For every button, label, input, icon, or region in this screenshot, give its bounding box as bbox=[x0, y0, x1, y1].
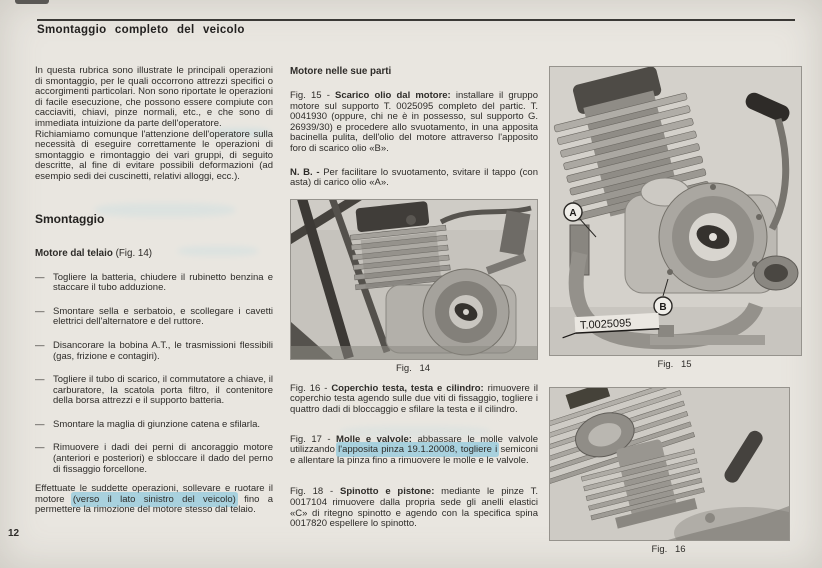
dash-marker: — bbox=[35, 418, 45, 430]
fig15-text: installare il gruppo motore sul supporto T. 0025095 completo del partic. T. 0041930 (oppure, chi ne è in possesso, sul supporto G. 26939/30) e procedere allo svuotamento, in una apposita bacinella pulita, dell'olio del motore attraverso l'apposito foro di scarico olio «B». bbox=[290, 90, 538, 154]
list-item bbox=[35, 420, 273, 431]
nb-text: Per facilitare lo svuotamento, svitare il tappo (con asta) di carico olio «A». bbox=[290, 166, 538, 189]
list-item bbox=[35, 375, 273, 407]
dash-marker: — bbox=[35, 442, 45, 454]
fig15-caption: Fig. 15 bbox=[657, 359, 692, 370]
dash-marker: — bbox=[35, 374, 45, 386]
list-item-text: Smontare la maglia di giunzione catena e sfilarla. bbox=[53, 418, 261, 430]
fig-ref: Fig. 17 - bbox=[290, 433, 337, 445]
fig-ref: Fig. 16 - bbox=[290, 382, 332, 394]
page-number: 12 bbox=[8, 528, 20, 539]
disassembly-steps-list bbox=[35, 273, 273, 476]
list-item bbox=[35, 307, 273, 328]
subsection-heading-bold: Motore dal telaio bbox=[35, 247, 113, 259]
header-rule bbox=[37, 19, 795, 21]
fig14-photo-engine-in-frame bbox=[290, 199, 538, 360]
list-item-text: Smontare sella e serbatoio, e scollegare i cavetti elettrici dell'alternatore e del ruttore. bbox=[53, 305, 273, 328]
fig15-topic: Scarico olio dal motore: bbox=[335, 90, 451, 101]
scan-corner-mark bbox=[15, 0, 49, 4]
closing-paragraph bbox=[35, 484, 273, 516]
fig18-paragraph bbox=[290, 487, 538, 529]
right-column bbox=[549, 66, 801, 555]
middle-heading: Motore nelle sue parti bbox=[290, 66, 392, 77]
fig17-topic: Molle e valvole: bbox=[336, 433, 412, 445]
label-b: B bbox=[659, 302, 667, 313]
dash-marker: — bbox=[35, 271, 45, 283]
closing-text: fino a permettere la rimozione del motore stesso dal telaio. bbox=[35, 493, 273, 516]
list-item-text: Rimuovere i dadi dei perni di ancoraggio motore (anteriori e posteriori) e sbloccare il dado del perno di fissaggio forcellone. bbox=[53, 442, 273, 475]
fig16-caption: Fig. 16 bbox=[651, 544, 686, 555]
list-item-text: Disancorare la bobina A.T., le trasmissioni flessibili (gas, frizione e contagiri). bbox=[53, 339, 273, 362]
left-column bbox=[35, 66, 273, 516]
highlighted-text: (verso il lato sinistro del veicolo) bbox=[72, 493, 236, 505]
fig15-photo-engine-on-support bbox=[549, 66, 802, 356]
list-item-text: Togliere il tubo di scarico, il commutatore a chiave, il carburatore, la scatola porta filtro, il contenitore della borsa attrezzi e il supporto batteria. bbox=[53, 374, 273, 407]
intro-paragraph-2: Richiamiamo comunque l'attenzione dell'operatore sulla necessità di eseguire correttamente le operazioni di smontaggio e rimontaggio dei vari gruppi, di seguito descritte, al fine di evitare possibili deformazioni (ad esempio sedi dei cuscinetti, relativi alloggi, ecc.). bbox=[35, 128, 273, 182]
fig18-topic: Spinotto e pistone: bbox=[340, 486, 435, 498]
fig17-paragraph bbox=[290, 435, 538, 467]
section-heading: Smontaggio bbox=[35, 211, 105, 226]
fig15-paragraph bbox=[290, 91, 538, 155]
list-item bbox=[35, 341, 273, 362]
fig16-text: rimuovere il coperchio testa agendo sulle due viti di fissaggio, togliere i quattro dadi di bloccaggio e sfilare la testa e il cilindro. bbox=[290, 382, 538, 415]
fig-ref: Fig. 18 - bbox=[290, 486, 340, 498]
fig14-caption: Fig. 14 bbox=[395, 362, 431, 374]
fig16-paragraph bbox=[290, 384, 538, 416]
subsection-heading-rest: (Fig. 14) bbox=[112, 247, 153, 259]
middle-column bbox=[290, 66, 538, 540]
list-item-text: Togliere la batteria, chiudere il rubinetto benzina e staccare il tubo adduzione. bbox=[53, 271, 273, 294]
fig17-text: abbassare le molle valvole utilizzando bbox=[290, 433, 538, 456]
dash-marker: — bbox=[35, 305, 45, 317]
fig16-photo-cylinder-head bbox=[549, 387, 790, 541]
list-item bbox=[35, 273, 273, 294]
nb-paragraph bbox=[290, 168, 538, 189]
page-title: Smontaggio completo del veicolo bbox=[37, 24, 245, 36]
dash-marker: — bbox=[35, 339, 45, 351]
closing-text: Effettuate le suddette operazioni, sollevare e ruotare il motore bbox=[35, 483, 273, 505]
highlighted-text: l'apposita pinza 19.1.20008, togliere i bbox=[338, 444, 498, 456]
fig-ref: Fig. 15 - bbox=[290, 90, 335, 101]
fig17-text: semiconi e allentare la pinza fino a rimuovere le molle e le valvole. bbox=[290, 444, 538, 466]
intro-paragraph-1: In questa rubrica sono illustrate le principali operazioni di smontaggio, per le quali occorrono attrezzi specifici o accorgimenti particolari. Non sono riportate le operazioni di facile esecuzione, che possono essere compiute con cacciaviti, chiavi, pinze normali, etc., e che sono di immediata intuizione da parte dell'operatore. bbox=[35, 65, 273, 129]
support-label-text: T.0025095 bbox=[579, 317, 632, 332]
list-item bbox=[35, 443, 273, 475]
label-a: A bbox=[569, 208, 577, 219]
subsection-heading bbox=[35, 248, 273, 259]
fig16-topic: Coperchio testa, testa e cilindro: bbox=[331, 382, 484, 394]
fig18-text: mediante le pinze T. 0017104 rimuovere dalla propria sede gli anelli elastici «C» di ritegno spinotto e agendo con la specifica spina 0017820 espellere lo spinotto. bbox=[290, 486, 538, 530]
nb-label: N. B. - bbox=[290, 166, 320, 178]
